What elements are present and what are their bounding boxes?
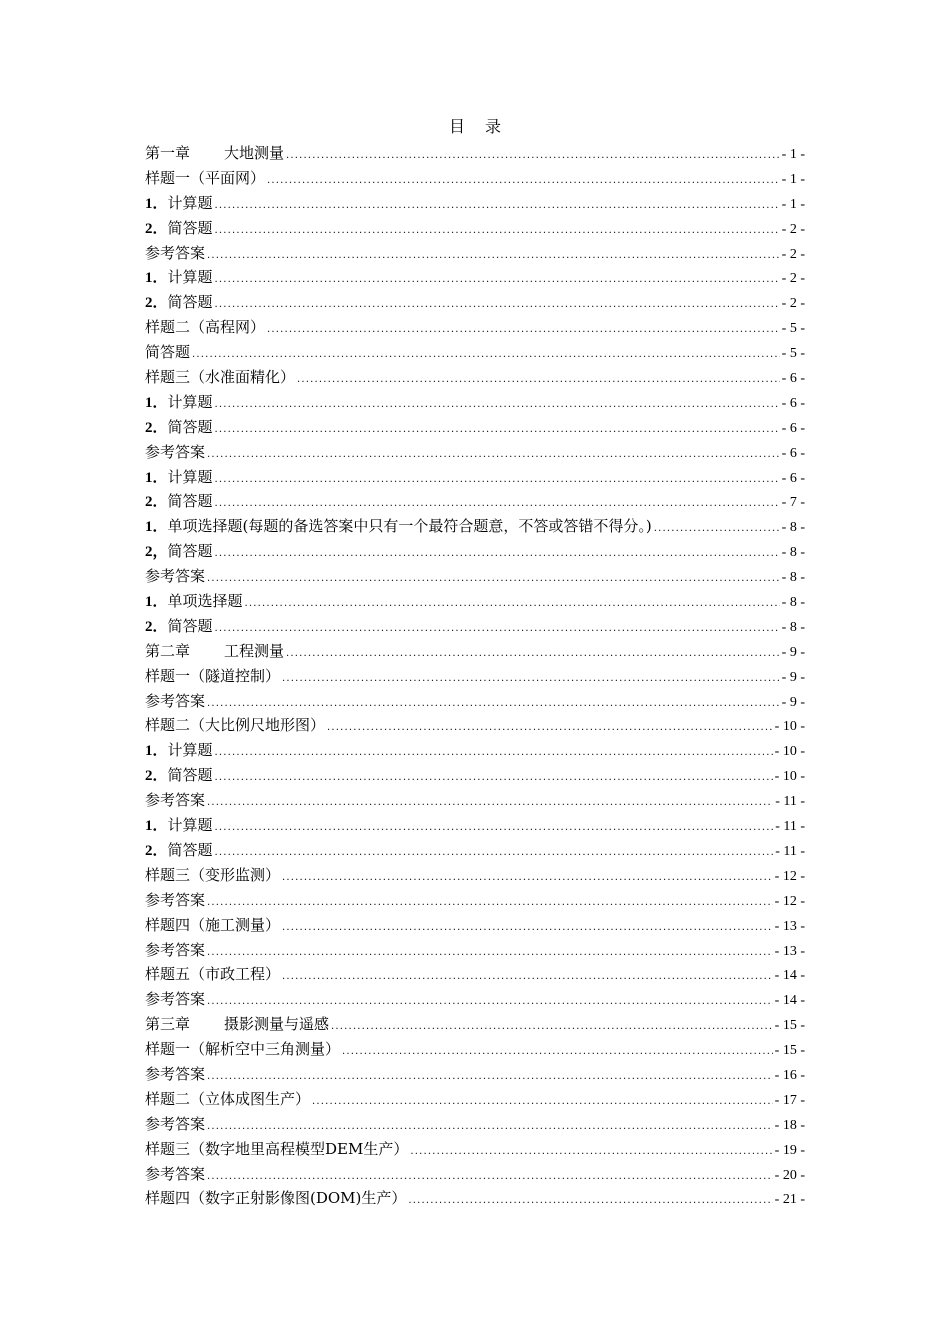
toc-chapter-title: 大地测量 — [224, 144, 285, 162]
toc-page-number: - 9 - — [781, 644, 805, 660]
toc-entry[interactable] — [145, 763, 805, 788]
toc-entry[interactable] — [145, 1062, 805, 1087]
toc-entry-label — [145, 440, 207, 465]
dot-leader — [312, 1090, 773, 1112]
toc-entry[interactable] — [145, 141, 805, 166]
toc-entry-label — [145, 514, 654, 539]
toc-entry-text: 简答题 — [167, 492, 213, 511]
toc-entry-number: 2． — [145, 419, 168, 436]
toc-entry-text: 计算题 — [167, 392, 213, 411]
toc-entry-number: 1． — [145, 818, 168, 835]
toc-entry-text: 单项选择题 — [167, 592, 243, 611]
toc-entry[interactable] — [145, 689, 805, 714]
toc-entry-text: 简答题 — [167, 542, 213, 561]
toc-entry[interactable] — [145, 713, 805, 738]
toc-page-number: - 5 - — [781, 321, 805, 337]
toc-entry-number: 2． — [145, 842, 168, 859]
dot-leader — [192, 343, 780, 365]
toc-entry-label — [145, 415, 215, 440]
dot-leader — [215, 468, 780, 490]
dot-leader — [286, 642, 780, 664]
dot-leader — [215, 268, 780, 290]
toc-entry[interactable] — [145, 514, 805, 539]
toc-entry-text: 样题三（变形监测） — [145, 865, 281, 884]
toc-entry-text: 简答题 — [167, 417, 213, 436]
dot-leader — [215, 293, 780, 315]
toc-entry[interactable] — [145, 166, 805, 191]
dot-leader — [282, 965, 773, 987]
toc-page-number: - 10 - — [774, 769, 805, 785]
toc-entry[interactable] — [145, 838, 805, 863]
toc-page-number: - 9 - — [781, 669, 805, 685]
toc-entry-label — [145, 539, 215, 564]
toc-entry[interactable] — [145, 290, 805, 315]
dot-leader — [331, 1015, 773, 1037]
toc-entry-number: 2． — [145, 220, 168, 237]
dot-leader — [207, 791, 773, 813]
toc-entry-text: 计算题 — [167, 268, 213, 287]
toc-page-number: - 14 - — [774, 993, 805, 1009]
toc-entry[interactable] — [145, 241, 805, 266]
toc-entry-label — [145, 1162, 207, 1187]
dot-leader — [207, 443, 780, 465]
toc-entry-number: 2． — [145, 768, 168, 785]
toc-entry[interactable] — [145, 987, 805, 1012]
toc-chapter-title: 工程测量 — [224, 641, 285, 660]
toc-entry[interactable] — [145, 813, 805, 838]
dot-leader — [267, 318, 780, 340]
dot-leader — [215, 617, 780, 639]
toc-entry-label — [145, 390, 215, 415]
dot-leader — [215, 841, 774, 863]
dot-leader — [297, 368, 780, 390]
toc-page-number: - 13 - — [774, 943, 805, 959]
toc-page-number: - 11 - — [775, 819, 805, 835]
toc-entry-text: 样题四（施工测量） — [145, 915, 281, 934]
toc-entry-text: 参考答案 — [145, 890, 206, 909]
toc-entry-text: 参考答案 — [145, 1164, 206, 1183]
dot-leader — [282, 916, 773, 938]
toc-entry[interactable] — [145, 415, 805, 440]
toc-entry[interactable] — [145, 440, 805, 465]
toc-entry-label — [145, 962, 282, 987]
toc-entry-text: 参考答案 — [145, 990, 206, 1009]
dot-leader — [207, 941, 773, 963]
toc-entry[interactable] — [145, 888, 805, 913]
toc-page-number: - 8 - — [781, 545, 805, 561]
toc-entry-label — [145, 987, 207, 1012]
toc-entry[interactable] — [145, 938, 805, 963]
toc-entry[interactable] — [145, 340, 805, 365]
toc-entry-number: 2， — [145, 544, 168, 561]
toc-entry[interactable] — [145, 365, 805, 390]
dot-leader — [207, 1065, 773, 1087]
toc-entry-label — [145, 888, 207, 913]
toc-entry-label — [145, 465, 215, 490]
toc-entry-number: 1． — [145, 394, 168, 411]
dot-leader — [654, 517, 780, 539]
toc-entry[interactable] — [145, 962, 805, 987]
toc-entry[interactable] — [145, 788, 805, 813]
toc-page-number: - 6 - — [781, 420, 805, 436]
toc-page-number: - 19 - — [774, 1142, 805, 1158]
toc-title-part1: 目 — [448, 117, 465, 136]
toc-entry-label — [145, 265, 215, 290]
toc-title — [0, 116, 950, 138]
toc-entry-text: 参考答案 — [145, 1064, 206, 1083]
toc-entry-text: 样题二（立体成图生产） — [145, 1089, 311, 1108]
toc-page-number: - 8 - — [781, 619, 805, 635]
toc-page-number: - 13 - — [774, 918, 805, 934]
toc-entry-text: 参考答案 — [145, 691, 206, 710]
dot-leader — [207, 692, 780, 714]
toc-entry[interactable] — [145, 863, 805, 888]
dot-leader — [207, 990, 773, 1012]
toc-entry-label — [145, 589, 245, 614]
dot-leader — [207, 244, 780, 266]
toc-entry-text: 样题二（高程网） — [145, 318, 266, 337]
dot-leader — [215, 741, 773, 763]
toc-entry-number: 1． — [145, 743, 168, 760]
toc-entry-text: 第一章 — [145, 144, 191, 162]
dot-leader — [215, 542, 780, 564]
toc-entry-label — [145, 1037, 342, 1062]
toc-entry-text: 单项选择题(每题的备选答案中只有一个最符合题意，不答或答错不得分。) — [167, 517, 652, 536]
toc-entry-label — [145, 664, 282, 689]
toc-page-number: - 15 - — [774, 1018, 805, 1034]
dot-leader — [342, 1040, 773, 1062]
toc-entry-text: 计算题 — [167, 467, 213, 486]
toc-entry-label — [145, 1062, 207, 1087]
toc-entry[interactable] — [145, 564, 805, 589]
dot-leader — [408, 1189, 772, 1211]
toc-entry-number: 1． — [145, 195, 168, 212]
dot-leader — [282, 667, 780, 689]
toc-page-number: - 6 - — [781, 470, 805, 486]
toc-entry-label — [145, 689, 207, 714]
toc-entry[interactable] — [145, 639, 805, 664]
toc-entry-number: 1． — [145, 519, 168, 536]
toc-entry-text: 样题二（大比例尺地形图） — [145, 716, 326, 735]
toc-entry-text: 第二章 — [145, 641, 191, 660]
toc-entry-label — [145, 713, 327, 738]
toc-entry-text: 参考答案 — [145, 567, 206, 586]
toc-entry-label — [145, 241, 207, 266]
toc-page-number: - 21 - — [774, 1192, 805, 1208]
toc-entry-text: 样题三（水准面精化） — [145, 368, 296, 387]
toc-entry[interactable] — [145, 1112, 805, 1137]
toc-entry-number: 1． — [145, 270, 168, 287]
toc-entry-text: 简答题 — [167, 218, 213, 237]
toc-entry-text: 样题一（平面网） — [145, 168, 266, 187]
toc-page-number: - 20 - — [774, 1167, 805, 1183]
toc-entry[interactable] — [145, 1186, 805, 1211]
toc-entry-label — [145, 763, 215, 788]
toc-entry[interactable] — [145, 1137, 805, 1162]
toc-entry[interactable] — [145, 465, 805, 490]
toc-entry[interactable] — [145, 589, 805, 614]
toc-entry-label — [145, 365, 297, 390]
dot-leader — [215, 393, 780, 415]
toc-entry-text: 参考答案 — [145, 442, 206, 461]
toc-entry-text: 计算题 — [167, 193, 213, 212]
toc-entry-text: 简答题 — [167, 293, 213, 312]
toc-entry-label — [145, 813, 215, 838]
toc-entry-label — [145, 863, 282, 888]
toc-page-number: - 12 - — [774, 868, 805, 884]
toc-entry-text: 简答题 — [145, 343, 191, 362]
toc-entry-label — [145, 564, 207, 589]
toc-entry-text: 样题一（隧道控制） — [145, 666, 281, 685]
toc-entry-label — [145, 1087, 312, 1112]
toc-list — [145, 141, 805, 1211]
toc-page-number: - 11 - — [775, 794, 805, 810]
toc-title-part2: 录 — [485, 117, 502, 136]
toc-entry[interactable] — [145, 1162, 805, 1187]
dot-leader — [207, 891, 773, 913]
toc-entry-number: 2． — [145, 494, 168, 511]
toc-entry[interactable] — [145, 539, 805, 564]
toc-entry-label — [145, 315, 267, 340]
toc-entry[interactable] — [145, 315, 805, 340]
toc-entry-text: 计算题 — [167, 816, 213, 835]
dot-leader — [215, 418, 780, 440]
dot-leader — [215, 492, 780, 514]
dot-leader — [286, 144, 780, 166]
toc-page-number: - 16 - — [774, 1067, 805, 1083]
toc-page-number: - 2 - — [781, 296, 805, 312]
toc-entry-text: 样题一（解析空中三角测量） — [145, 1040, 341, 1059]
toc-entry[interactable] — [145, 913, 805, 938]
toc-page-number: - 2 - — [781, 221, 805, 237]
toc-page-number: - 18 - — [774, 1117, 805, 1133]
dot-leader — [215, 219, 780, 241]
toc-entry-text: 参考答案 — [145, 791, 206, 810]
toc-entry[interactable] — [145, 664, 805, 689]
toc-entry-label — [145, 1137, 410, 1162]
dot-leader — [410, 1140, 772, 1162]
toc-page-number: - 1 - — [781, 147, 805, 162]
toc-entry-label — [145, 191, 215, 216]
dot-leader — [215, 194, 780, 216]
dot-leader — [327, 716, 773, 738]
toc-page-number: - 8 - — [781, 520, 805, 536]
dot-leader — [215, 816, 774, 838]
toc-page-number: - 10 - — [774, 744, 805, 760]
dot-leader — [207, 1165, 773, 1187]
toc-page-number: - 17 - — [774, 1092, 805, 1108]
toc-entry[interactable] — [145, 489, 805, 514]
dot-leader — [267, 169, 780, 191]
dot-leader — [207, 567, 780, 589]
toc-page-number: - 6 - — [781, 395, 805, 411]
toc-entry-label — [145, 166, 267, 191]
toc-page-number: - 15 - — [774, 1043, 805, 1059]
toc-entry-number: 1． — [145, 594, 168, 611]
toc-entry-label — [145, 913, 282, 938]
toc-entry-label — [145, 141, 286, 166]
dot-leader — [215, 766, 773, 788]
toc-entry-label — [145, 1112, 207, 1137]
toc-entry-label — [145, 938, 207, 963]
toc-entry-label — [145, 639, 286, 664]
toc-entry-text: 参考答案 — [145, 243, 206, 262]
toc-page-number: - 5 - — [781, 346, 805, 362]
toc-entry-number: 2． — [145, 295, 168, 312]
toc-entry-number: 1． — [145, 469, 168, 486]
toc-entry-number: 2． — [145, 618, 168, 635]
toc-entry-label — [145, 340, 192, 365]
toc-entry-text: 参考答案 — [145, 940, 206, 959]
toc-entry-text: 样题四（数字正射影像图(DOM)生产） — [145, 1189, 407, 1208]
toc-entry-text: 参考答案 — [145, 1114, 206, 1133]
toc-entry-label — [145, 1186, 408, 1211]
dot-leader — [282, 866, 773, 888]
toc-entry-label — [145, 838, 215, 863]
toc-entry-label — [145, 489, 215, 514]
toc-chapter-title: 摄影测量与遥感 — [224, 1015, 330, 1034]
toc-page-number: - 10 - — [774, 719, 805, 735]
toc-entry[interactable] — [145, 1087, 805, 1112]
toc-entry[interactable] — [145, 1037, 805, 1062]
toc-entry-text: 样题五（市政工程） — [145, 965, 281, 984]
toc-page-number: - 1 - — [781, 171, 805, 187]
toc-page-number: - 2 - — [781, 271, 805, 287]
toc-page-number: - 2 - — [781, 246, 805, 262]
toc-page-number: - 8 - — [781, 570, 805, 586]
toc-page-number: - 11 - — [775, 843, 805, 859]
toc-entry-text: 简答题 — [167, 766, 213, 785]
toc-page-number: - 8 - — [781, 595, 805, 611]
toc-entry-text: 简答题 — [167, 840, 213, 859]
toc-page-number: - 9 - — [781, 694, 805, 710]
toc-page-number: - 14 - — [774, 968, 805, 984]
dot-leader — [207, 1115, 773, 1137]
toc-entry-label — [145, 738, 215, 763]
toc-entry-label — [145, 216, 215, 241]
toc-entry-text: 简答题 — [167, 616, 213, 635]
toc-entry[interactable] — [145, 390, 805, 415]
dot-leader — [245, 592, 780, 614]
toc-entry[interactable] — [145, 191, 805, 216]
toc-entry[interactable] — [145, 265, 805, 290]
toc-entry[interactable] — [145, 614, 805, 639]
toc-entry-text: 第三章 — [145, 1015, 191, 1034]
toc-entry-label — [145, 614, 215, 639]
toc-entry-label — [145, 1012, 331, 1037]
toc-page-number: - 7 - — [781, 495, 805, 511]
toc-entry-label — [145, 290, 215, 315]
toc-page-number: - 12 - — [774, 893, 805, 909]
toc-entry-text: 计算题 — [167, 741, 213, 760]
toc-page-number: - 6 - — [781, 371, 805, 387]
toc-entry-text: 样题三（数字地里高程模型DEM生产） — [145, 1139, 409, 1158]
toc-page-number: - 6 - — [781, 445, 805, 461]
toc-entry[interactable] — [145, 216, 805, 241]
toc-entry[interactable] — [145, 738, 805, 763]
toc-entry[interactable] — [145, 1012, 805, 1037]
toc-entry-label — [145, 788, 207, 813]
toc-page-number: - 1 - — [781, 196, 805, 212]
